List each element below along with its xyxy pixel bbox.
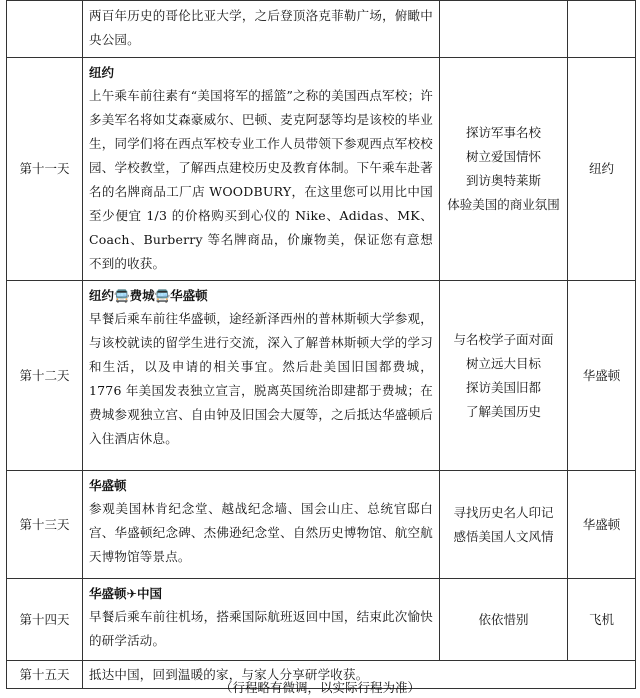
itinerary-note: （行程略有微调，以实际行程为准） [219,680,420,695]
stay-label: 华盛顿 [582,516,621,532]
day-title: 华盛顿 [89,478,127,493]
theme-item: 探访美国旧都 [465,379,541,395]
day-description: 参观美国林肯纪念堂、越战纪念墙、国会山庄、总统官邸白宫、华盛顿纪念碑、杰佛逊纪念堂、自然历史博物馆、航空航天博物馆等景点。 [89,501,433,564]
day-title: 纽约 [89,65,115,80]
day-title: 华盛顿✈中国 [89,586,162,601]
content-cell [83,471,440,579]
theme-item: 寻找历史名人印记 [453,504,554,520]
day-cell [7,58,83,281]
theme-item: 与名校学子面对面 [453,331,554,347]
day-label: 第十三天 [19,516,70,532]
stay-label: 华盛顿 [582,367,621,383]
theme-item: 依依惜别 [478,611,529,627]
theme-cell [440,58,568,281]
content-cell [83,1,440,58]
content-cell [83,281,440,471]
table-row [7,1,636,58]
content-cell [83,58,440,281]
stay-cell [568,1,636,58]
content-cell [83,579,440,661]
theme-item: 树立爱国情怀 [465,149,541,164]
day-label: 第十一天 [19,161,70,176]
theme-cell [440,1,568,58]
table-row [7,281,636,471]
stay-cell [568,58,636,281]
theme-item: 树立远大目标 [465,355,541,371]
table-row [7,58,636,281]
day-description: 两百年历史的哥伦比亚大学，之后登顶洛克菲勒广场，俯瞰中央公园。 [89,8,433,47]
theme-item: 探访军事名校 [465,125,541,140]
day-cell [7,1,83,58]
stay-cell [568,471,636,579]
table-row [7,471,636,579]
day-cell [7,471,83,579]
stay-label: 飞机 [588,611,614,627]
day-description: 早餐后乘车前往机场，搭乘国际航班返回中国，结束此次愉快的研学活动。 [89,609,433,648]
stay-label: 纽约 [588,161,614,176]
theme-cell [440,471,568,579]
theme-item: 了解美国历史 [465,403,541,419]
day-description: 抵达中国，回到温暖的家，与家人分享研学收获。 [89,666,369,682]
day-label: 第十二天 [19,367,70,383]
day-label: 第十四天 [19,611,70,627]
day-label: 第十五天 [19,666,70,682]
stay-cell [568,281,636,471]
theme-item: 感悟美国人文风情 [453,528,554,544]
theme-cell [440,579,568,661]
stay-cell [568,579,636,661]
theme-cell [440,281,568,471]
table-row [7,579,636,661]
day-cell [7,579,83,661]
itinerary-table [6,0,636,689]
day-description: 上午乘车前往素有“美国将军的摇篮”之称的美国西点军校；许多美军名将如艾森豪威尔、巴顿、麦克阿瑟等均是该校的毕业生，同学们将在西点军校专业工作人员带领下参观西点军校校园、学校教堂，了解西点建校历史及教育体制。下午乘车赴著名的名牌商品工厂店 WOODBURY，在这里您可以用比中国至少便宜 1/3 的价格购买到心仪的 Nike、Adidas、MK、Coach、Burberry 等名牌商品，价廉物美，保证您有意想不到的收获。 [89,88,433,271]
day-title: 纽约🚍费城🚍华盛顿 [89,288,208,303]
day-description: 早餐后乘车前往华盛顿，途经新泽西州的普林斯顿大学参观，与该校就读的留学生进行交流，深入了解普林斯顿大学的学习和生活，以及申请的相关事宜。然后赴美国旧国都费城，1776 年美国发表独立宣言，脱离英国统治即建都于费城；在费城参观独立宫、自由钟及旧国会大厦等，之后抵达华盛顿后入住酒店休息。 [89,311,433,446]
theme-item: 到访奥特莱斯 [465,173,541,188]
day-cell [7,281,83,471]
theme-item: 体验美国的商业氛围 [447,197,560,212]
